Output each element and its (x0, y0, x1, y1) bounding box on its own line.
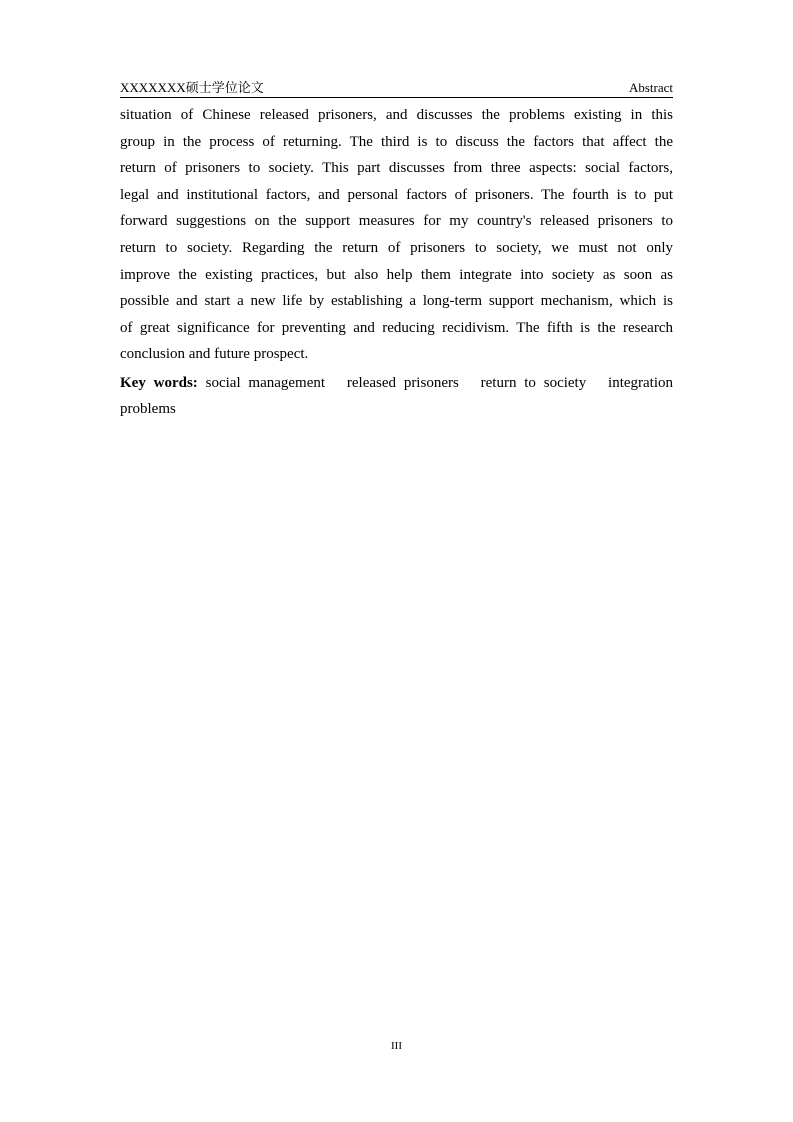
keyword-item: problems (120, 401, 176, 417)
header-section-title: Abstract (628, 80, 673, 95)
keywords-row (120, 370, 673, 396)
abstract-line: situation of Chinese released prisoners, and discusses the problems existing in this (120, 107, 673, 123)
keywords-row (120, 396, 673, 422)
abstract-line: forward suggestions on the support measures for my country's released prisoners to (120, 213, 673, 230)
abstract-line: conclusion and future prospect. (120, 346, 309, 363)
abstract-line: improve the existing practices, but also help them integrate into society as soon as (120, 266, 673, 283)
abstract-line: possible and start a new life by establishing a long-term support mechanism, which is (120, 293, 673, 310)
abstract-line: return of prisoners to society. This part discusses from three aspects: social factors, (120, 160, 673, 177)
abstract-line: return to society. Regarding the return of prisoners to society, we must not only (120, 239, 673, 256)
keywords-label: Key words: (120, 375, 198, 391)
abstract-body (120, 102, 673, 368)
keyword-item: released prisoners (346, 375, 459, 391)
header-thesis-title: XXXXXXX硕士学位论文 (120, 80, 264, 95)
keyword-item: return to society (480, 375, 587, 391)
running-header (120, 78, 673, 98)
keyword-item: integration (608, 375, 674, 391)
abstract-line: group in the process of returning. The third is to discuss the factors that affect the (120, 133, 673, 150)
page-number: III (391, 1040, 402, 1052)
keywords-block (120, 370, 673, 422)
keyword-item: social management (205, 375, 326, 391)
abstract-line: legal and institutional factors, and personal factors of prisoners. The fourth is to put (120, 186, 673, 203)
abstract-line: of great significance for preventing and reducing recidivism. The fifth is the research (120, 319, 673, 336)
